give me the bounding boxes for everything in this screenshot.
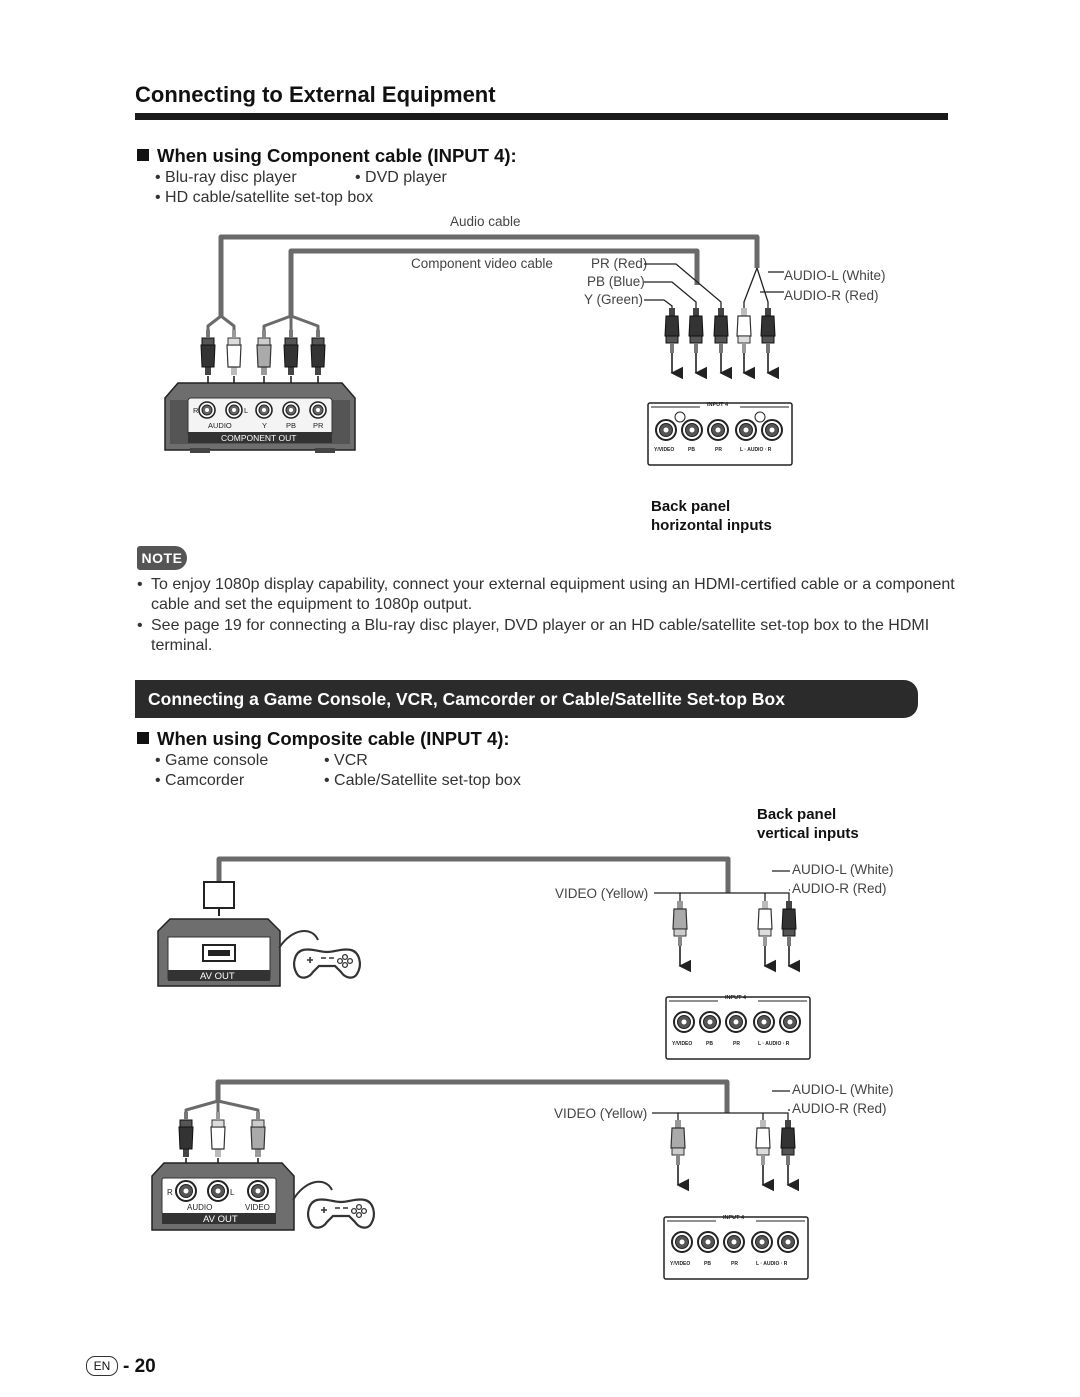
bullet-dvd: • DVD player	[355, 169, 447, 186]
y-green-label: Y (Green)	[584, 292, 644, 307]
tv-input-panel-horizontal	[648, 402, 792, 465]
pb-blue-label: PB (Blue)	[587, 274, 645, 289]
vcr-device	[152, 1163, 294, 1230]
back-panel-vertical-label: Back panel vertical inputs	[757, 806, 859, 842]
panel-audio-label: L · AUDIO · R	[740, 447, 772, 453]
panel-audio-label: L · AUDIO · R	[756, 1261, 788, 1267]
language-badge: EN	[86, 1356, 118, 1376]
component-tv-side-wires	[644, 264, 784, 310]
vcr-l-label: L	[230, 1188, 235, 1197]
panel-yvideo-label: Y/VIDEO	[670, 1261, 691, 1267]
composite-diagram-av-device	[186, 1082, 727, 1113]
video-yellow-label: VIDEO (Yellow)	[555, 886, 649, 901]
game-console-device	[158, 882, 280, 986]
device-pr-label: PR	[313, 421, 324, 430]
component-tv-arrows	[672, 353, 768, 373]
audio-cable-label: Audio cable	[450, 214, 521, 229]
component-section-heading: When using Component cable (INPUT 4):	[137, 145, 517, 167]
video-yellow-label: VIDEO (Yellow)	[554, 1106, 648, 1121]
page-number: 20	[134, 1356, 156, 1377]
vcr-video-label: VIDEO	[245, 1203, 270, 1212]
composite-section-heading: When using Composite cable (INPUT 4):	[137, 728, 510, 750]
av-device-plugs	[179, 1112, 265, 1157]
input4-title: INPUT 4	[725, 995, 747, 1001]
device-audio-label: AUDIO	[208, 421, 232, 430]
gamepad-cord	[279, 931, 318, 948]
section-banner: Connecting a Game Console, VCR, Camcorder or Cable/Satellite Set-top Box	[135, 680, 918, 718]
component-device-plugs	[201, 330, 325, 375]
panel-yvideo-label: Y/VIDEO	[654, 447, 675, 453]
bullet-game-console: • Game console	[155, 752, 269, 769]
gamepad-icon	[294, 949, 360, 977]
bullet-vcr: • VCR	[324, 752, 368, 769]
panel-pb-label: PB	[704, 1261, 711, 1267]
audio-l-label: AUDIO-L (White)	[784, 268, 886, 283]
device-r-label: R	[193, 406, 199, 415]
component-video-cable-label: Component video cable	[411, 256, 553, 271]
page-footer: EN - 20	[86, 1356, 156, 1378]
panel-pr-label: PR	[715, 447, 722, 453]
panel-pb-label: PB	[688, 447, 695, 453]
back-panel-horizontal-label: Back panel horizontal inputs	[651, 498, 772, 534]
av-out-label: AV OUT	[203, 1214, 238, 1225]
note-item: • See page 19 for connecting a Blu-ray disc player, DVD player or an HD cable/satellite set-top box to the HDMI terminal.	[137, 616, 957, 656]
note-badge: NOTE	[137, 546, 187, 570]
gamepad-icon	[308, 1199, 374, 1227]
vcr-audio-label: AUDIO	[187, 1203, 213, 1212]
av-out-label: AV OUT	[200, 971, 235, 982]
tv-input-panel-vertical-2	[664, 1215, 808, 1279]
input4-title: INPUT 4	[707, 402, 729, 408]
vcr-r-label: R	[167, 1188, 173, 1197]
component-out-label: COMPONENT OUT	[221, 433, 297, 443]
audio-l-label: AUDIO-L (White)	[792, 862, 894, 877]
audio-l-label: AUDIO-L (White)	[792, 1082, 894, 1097]
component-tv-plugs	[665, 308, 775, 353]
pr-red-label: PR (Red)	[591, 256, 648, 271]
audio-r-label: AUDIO-R (Red)	[784, 288, 879, 303]
device-pb-label: PB	[286, 421, 297, 430]
input4-title: INPUT 4	[723, 1215, 745, 1221]
bullet-camcorder: • Camcorder	[155, 772, 245, 789]
page-title: Connecting to External Equipment	[135, 82, 496, 107]
bullet-hd-cable: • HD cable/satellite set-top box	[155, 189, 374, 206]
composite-tv-plugs-1	[673, 901, 796, 946]
composite-tv-plugs-2	[671, 1120, 795, 1165]
bullet-cable-satellite: • Cable/Satellite set-top box	[324, 772, 521, 789]
audio-r-label: AUDIO-R (Red)	[792, 1101, 887, 1116]
panel-pr-label: PR	[731, 1261, 738, 1267]
audio-r-label: AUDIO-R (Red)	[792, 881, 887, 896]
panel-pb-label: PB	[706, 1041, 713, 1047]
tv-input-panel-vertical-1	[666, 995, 810, 1059]
gamepad-cord	[293, 1182, 332, 1200]
device-l-label: L	[244, 406, 249, 415]
panel-audio-label: L · AUDIO · R	[758, 1041, 790, 1047]
panel-pr-label: PR	[733, 1041, 740, 1047]
panel-yvideo-label: Y/VIDEO	[672, 1041, 693, 1047]
note-item: • To enjoy 1080p display capability, connect your external equipment using an HDMI-certified cable or a component cable and set the equipment to 1080p output.	[137, 575, 957, 615]
device-y-label: Y	[262, 421, 268, 430]
composite-diagram-game-console	[219, 859, 728, 893]
bullet-bluray: • Blu-ray disc player	[155, 169, 297, 186]
